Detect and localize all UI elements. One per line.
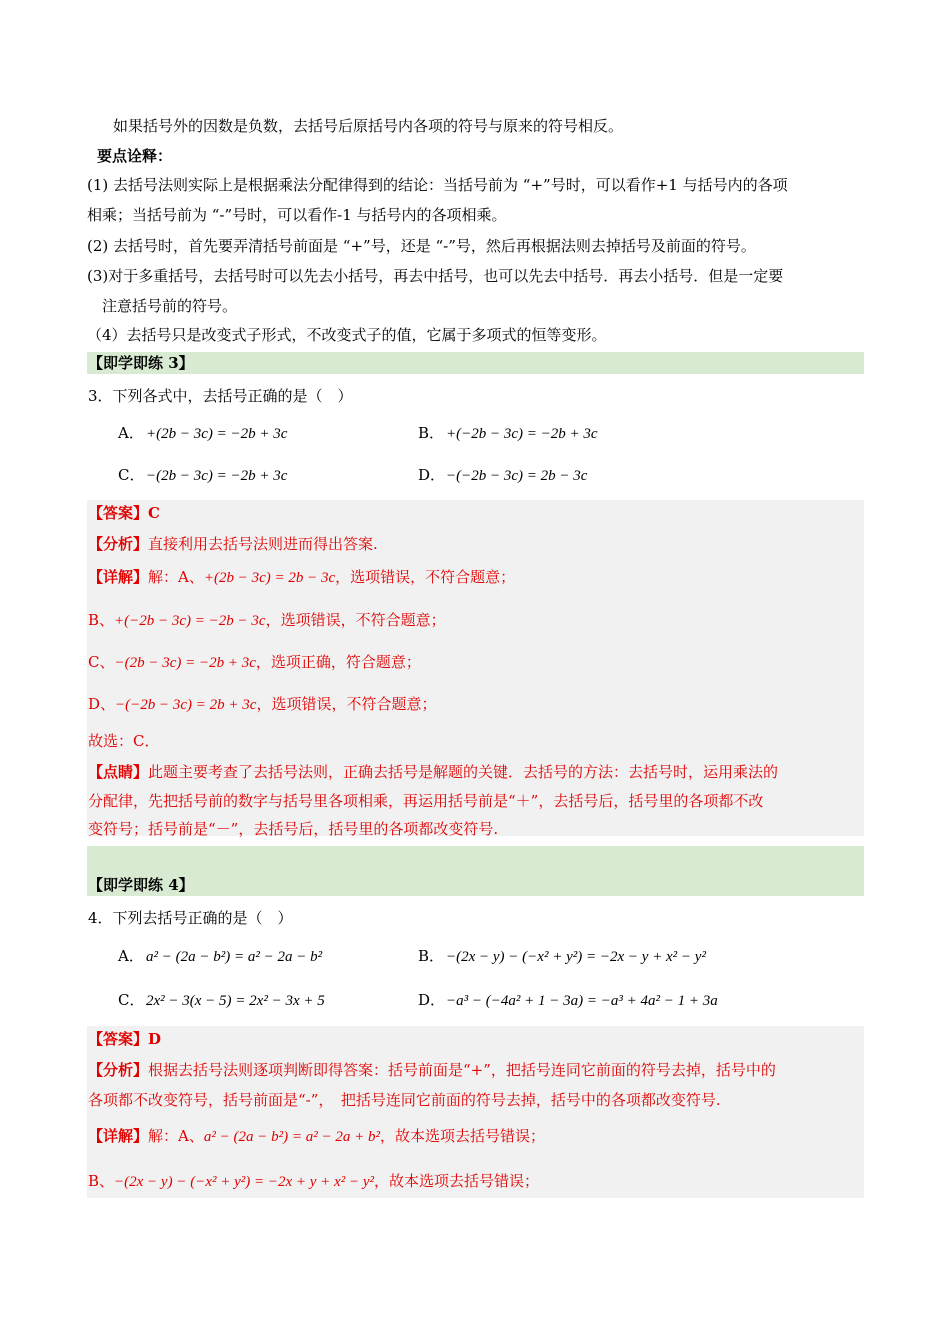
q4-analysis-line-2: 各项都不改变符号，括号前面是“-”， 把括号连同它前面的符号去掉，括号中的各项都改变符号.: [88, 1091, 721, 1109]
point-2: (2) 去括号时，首先要弄清括号前面是 “+”号，还是 “-”号，然后再根据法则去掉括号及前面的符号。: [87, 237, 756, 255]
q4-option-c: C． 2x² − 3(x − 5) = 2x² − 3x + 5: [118, 991, 325, 1009]
q4-stem: 4．下列去括号正确的是（ ）: [88, 909, 293, 927]
q3-choice: 故选：C．: [88, 732, 160, 750]
q3-detail-a: 【详解】解：A、+(2b − 3c) = 2b − 3c，选项错误，不符合题意；: [88, 568, 516, 586]
q4-answer: 【答案】D: [88, 1030, 162, 1048]
q4-analysis-line-1: 【分析】根据去括号法则逐项判断即得答案：括号前面是“+”，把括号连同它前面的符号去掉，括号中的: [88, 1061, 776, 1079]
q3-option-d: D．−(−2b − 3c) = 2b − 3c: [418, 466, 588, 484]
key-points-heading: 要点诠释：: [97, 147, 173, 165]
rule-text: 如果括号外的因数是负数，去括号后原括号内各项的符号与原来的符号相反。: [113, 117, 624, 135]
q3-detail-c: C、−(2b − 3c) = −2b + 3c，选项正确，符合题意；: [88, 653, 421, 671]
point-1-line-2: 相乘；当括号前为 “-”号时，可以看作-1 与括号内的各项相乘。: [87, 206, 507, 224]
point-3-line-2: 注意括号前的符号。: [102, 297, 238, 315]
q3-analysis: 【分析】直接利用去括号法则进而得出答案.: [88, 535, 378, 553]
point-3-line-1: (3)对于多重括号，去括号时可以先去小括号，再去中括号，也可以先去中括号．再去小括号．但是一定要: [87, 267, 784, 285]
q4-option-a: A． a² − (2a − b²) = a² − 2a − b²: [118, 947, 323, 965]
q3-stem: 3．下列各式中，去括号正确的是（ ）: [88, 387, 353, 405]
q3-comment-line-3: 变符号；括号前是“－”，去括号后，括号里的各项都改变符号.: [88, 820, 499, 838]
q3-option-c: C． −(2b − 3c) = −2b + 3c: [118, 466, 288, 484]
q3-detail-b: B、+(−2b − 3c) = −2b − 3c，选项错误，不符合题意；: [88, 611, 446, 629]
point-4: （4）去括号只是改变式子形式，不改变式子的值，它属于多项式的恒等变形。: [87, 326, 607, 344]
section-title-q3: 【即学即练 3】: [88, 354, 194, 372]
q4-option-d: D．−a³ − (−4a² + 1 − 3a) = −a³ + 4a² − 1 + 3a: [418, 991, 718, 1009]
q3-detail-d: D、−(−2b − 3c) = 2b + 3c，选项错误，不符合题意；: [88, 695, 437, 713]
q3-option-b: B． +(−2b − 3c) = −2b + 3c: [418, 424, 598, 442]
q3-answer: 【答案】C: [88, 504, 160, 522]
q3-comment-line-2: 分配律，先把括号前的数字与括号里各项相乘，再运用括号前是“＋”，去括号后，括号里的各项都不改: [88, 792, 764, 810]
q4-detail-b: B、−(2x − y) − (−x² + y²) = −2x + y + x² − y²，故本选项去括号错误；: [88, 1172, 539, 1190]
section-band-q3: [87, 352, 864, 374]
section-band-q4: [87, 846, 864, 896]
point-1-line-1: (1) 去括号法则实际上是根据乘法分配律得到的结论：当括号前为 “+”号时，可以看作+1 与括号内的各项: [87, 176, 788, 194]
q4-detail-a: 【详解】解：A、a² − (2a − b²) = a² − 2a + b²，故本选项去括号错误；: [88, 1127, 545, 1145]
section-title-q4: 【即学即练 4】: [88, 876, 194, 894]
q4-option-b: B． −(2x − y) − (−x² + y²) = −2x − y + x² − y²: [418, 947, 706, 965]
q3-option-a: A． +(2b − 3c) = −2b + 3c: [118, 424, 288, 442]
q3-comment-line-1: 【点睛】此题主要考查了去括号法则，正确去括号是解题的关键．去括号的方法：去括号时，运用乘法的: [88, 763, 779, 781]
